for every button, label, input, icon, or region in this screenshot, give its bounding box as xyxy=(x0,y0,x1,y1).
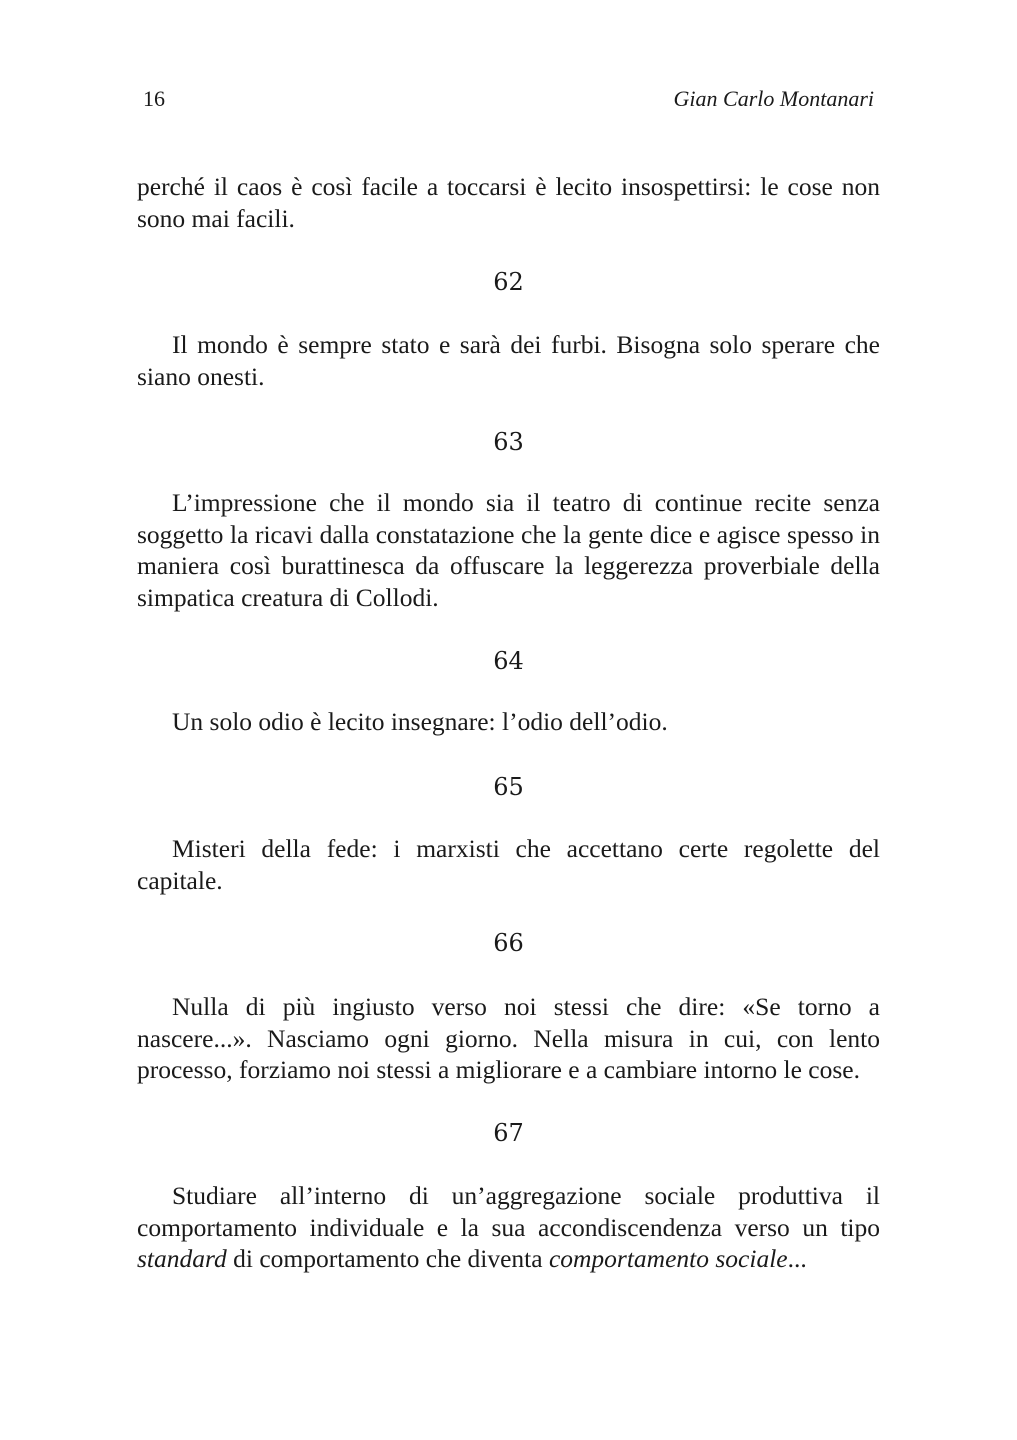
entry-paragraph: Il mondo è sempre stato e sarà dei furbi. Bisogna solo sperare che siano onesti. xyxy=(137,330,880,391)
entry-text-part: di comportamento che diventa xyxy=(226,1244,549,1273)
book-page xyxy=(137,0,880,1440)
running-header xyxy=(137,86,880,116)
entry-paragraph: Misteri della fede: i marxisti che accettano certe regolette del capitale. xyxy=(137,834,880,895)
entry-number: 66 xyxy=(493,929,524,957)
entry-paragraph: L’impressione che il mondo sia il teatro di continue recite senza soggetto la ricavi dalla constatazione che la gente dice e agisce spesso in maniera così burattinesca da offuscare la leggerezza proverbiale della simpatica creatura di Collodi. xyxy=(137,488,880,612)
entry-text-part: Studiare all’interno di un’aggregazione sociale produttiva il comportamento individuale e la sua accondiscendenza verso un tipo xyxy=(137,1181,880,1242)
running-header-author: Gian Carlo Montanari xyxy=(673,86,874,111)
entry-text-italic: comportamento sociale xyxy=(548,1244,788,1273)
entry-number: 64 xyxy=(493,647,524,675)
entry-number: 63 xyxy=(493,428,524,456)
continuation-paragraph: perché il caos è così facile a toccarsi è lecito insospettirsi: le cose non sono mai facili. xyxy=(137,172,880,233)
entry-number: 67 xyxy=(493,1119,524,1147)
entry-paragraph: Nulla di più ingiusto verso noi stessi che dire: «Se torno a nascere...». Nasciamo ogni giorno. Nella misura in cui, con lento processo, forziamo noi stessi a migliorare e a cambiare intorno le cose. xyxy=(137,992,880,1084)
entry-paragraph: Un solo odio è lecito insegnare: l’odio dell’odio. xyxy=(172,707,668,736)
entry-text-italic: standard xyxy=(137,1244,227,1273)
entry-number: 62 xyxy=(493,268,524,296)
entry-number: 65 xyxy=(493,773,524,801)
entry-text-part: ... xyxy=(787,1244,807,1273)
page-number: 16 xyxy=(143,86,165,111)
entry-paragraph xyxy=(137,1180,880,1275)
